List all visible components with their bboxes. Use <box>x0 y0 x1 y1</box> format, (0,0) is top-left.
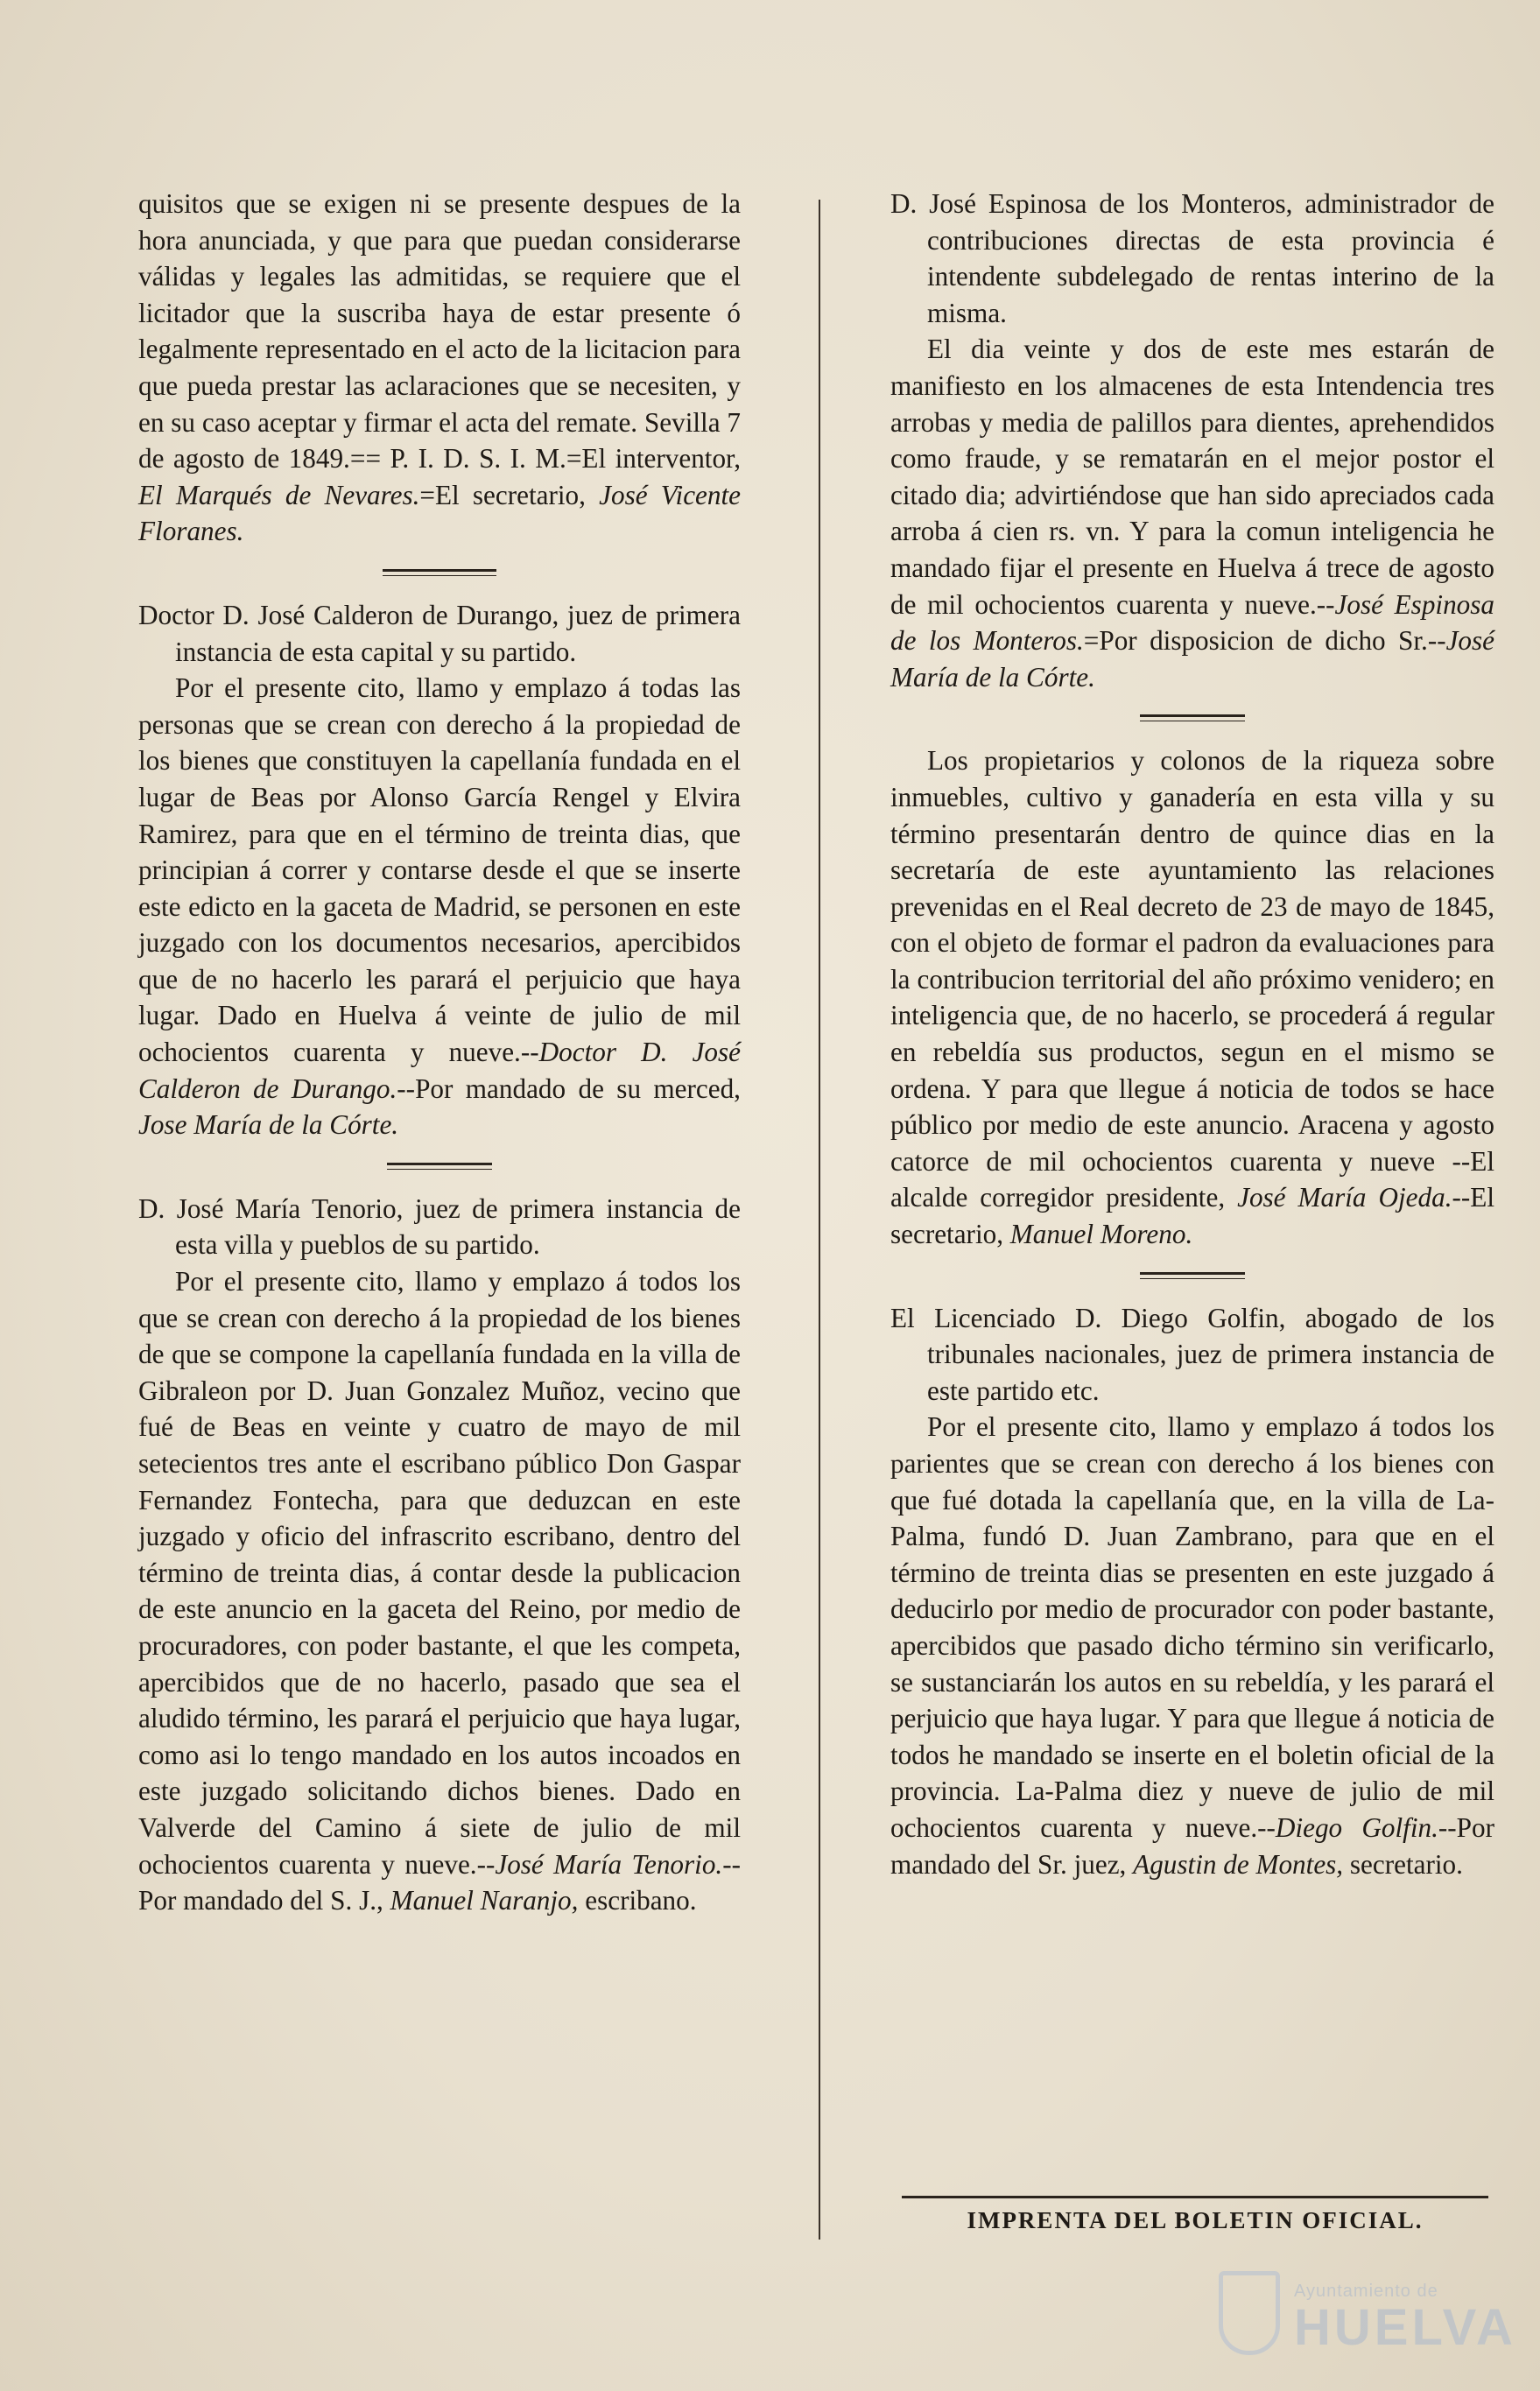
right-column <box>890 186 1494 1888</box>
shield-icon <box>1219 2271 1280 2355</box>
column-divider <box>819 200 820 2240</box>
separator <box>1140 714 1245 721</box>
notice-subasta-tail <box>138 186 741 550</box>
notice-text: Por el presente cito, llamo y emplazo á todas las personas que se crean con derecho á la propiedad de los bienes que constituyen la capellanía fundada en el lugar de Beas por Alonso García Rengel y Elvira Ramirez, para que en el término de treinta dias, que principian á correr y contarse desde el que se inserte este edicto en la gaceta de Madrid, se personen en este juzgado con los documentos necesarios, apercibidos que de no hacerlo les parará el perjuicio que haya lugar. Dado en Huelva á veinte de julio de mil ochocientos cuarenta y nueve.--Doctor D. José Calderon de Durango.--Por mandado de su merced, Jose María de la Córte. <box>138 672 741 1141</box>
separator <box>1140 1272 1245 1279</box>
watermark-text: Ayuntamiento de HUELVA <box>1294 2282 1516 2356</box>
notice-tenorio <box>138 1191 741 1919</box>
notice-text: Los propietarios y colonos de la riqueza sobre inmuebles, cultivo y ganadería en esta villa y su término presentarán dentro de quince dias en la secretaría de este ayuntamiento las relaciones prevenidas en el Real decreto de 23 de mayo de 1845, con el objeto de formar el padron da evaluaciones para la contribucion territorial del año próximo venidero; en inteligencia que, de no hacerlo, se procederá á regular en rebeldía sus productos, segun en el mismo se ordena. Y para que llegue á noticia de todos se hace público por medio de este anuncio. Aracena y agosto catorce de mil ochocientos cuarenta y nueve --El alcalde corregidor presidente, José María Ojeda.--El secretario, Manuel Moreno. <box>890 745 1494 1250</box>
notice-aracena <box>890 742 1494 1252</box>
notice-text: Por el presente cito, llamo y emplazo á todos los parientes que se crean con derecho á los bienes con que fué dotada la capellanía que, en la villa de La-Palma, fundó D. Juan Zambrano, para que en el término de treinta dias se presenten en este juzgado á deducirlo por medio de procurador con poder bastante, apercibidos que pasado dicho término sin verificarlo, se sustanciarán los autos en su rebeldía, y les parará el perjuicio que haya lugar. Y para que llegue á noticia de todos he mandado se inserte en el boletin oficial de la provincia. La-Palma diez y nueve de julio de mil ochocientos cuarenta y nueve.--Diego Golfin.--Por mandado del Sr. juez, Agustin de Montes, secretario. <box>890 1411 1494 1880</box>
left-column <box>138 186 741 1924</box>
notice-heading: D. José Espinosa de los Monteros, administrador de contribuciones directas de esta provincia é intendente subdelegado de rentas interino de la misma. <box>890 188 1494 328</box>
separator <box>383 569 496 576</box>
notice-golfin <box>890 1300 1494 1883</box>
imprint-footer: IMPRENTA DEL BOLETIN OFICIAL. <box>902 2196 1488 2234</box>
notice-text: Por el presente cito, llamo y emplazo á todos los que se crean con derecho á la propiedad de los bienes de que se compone la capellanía fundada en la villa de Gibraleon por D. Juan Gonzalez Muñoz, vecino que fué de Beas en veinte y cuatro de mayo de mil setecientos tres ante el escribano público Don Gaspar Fernandez Fontecha, para que deduzcan en este juzgado y oficio del infrascrito escribano, dentro del término de treinta dias, á contar desde la publicacion de este anuncio en la gaceta del Reino, por medio de procuradores, con poder bastante, el que les competa, apercibidos que de no hacerlo, pasado que sea el aludido término, les parará el perjuicio que haya lugar, como asi lo tengo mandado en los autos incoados en este juzgado solicitando dichos bienes. Dado en Valverde del Camino á siete de julio de mil ochocientos cuarenta y nueve.--José María Tenorio.--Por mandado del S. J., Manuel Naranjo, escribano. <box>138 1266 741 1916</box>
notice-calderon <box>138 597 741 1143</box>
separator <box>387 1163 492 1170</box>
watermark-logo <box>1219 2266 1516 2362</box>
notice-espinosa <box>890 186 1494 695</box>
notice-heading: D. José María Tenorio, juez de primera instancia de esta villa y pueblos de su partido. <box>138 1192 741 1261</box>
notice-text: El dia veinte y dos de este mes estarán de manifiesto en los almacenes de esta Intendencia tres arrobas y media de palillos para dientes, aprehendidos como fraude, y se rematarán en el mejor postor el citado dia; advirtiéndose que han sido apreciados cada arroba á cien rs. vn. Y para la comun inteligencia he mandado fijar el presente en Huelva á trece de agosto de mil ochocientos cuarenta y nueve.--José Espinosa de los Monteros.=Por disposicion de dicho Sr.--José María de la Córte. <box>890 334 1495 693</box>
notice-text: quisitos que se exigen ni se presente despues de la hora anunciada, y que para que puedan considerarse válidas y legales las admitidas, se requiere que el licitador que la suscriba haya de estar presente ó legalmente representado en el acto de la licitacion para que pueda prestar las aclaraciones que se necesiten, y en su caso aceptar y firmar el acta del remate. Sevilla 7 de agosto de 1849.== P. I. D. S. I. M.=El interventor, El Marqués de Nevares.=El secretario, José Vicente Floranes. <box>138 188 741 547</box>
notice-heading: El Licenciado D. Diego Golfin, abogado de los tribunales nacionales, juez de primera instancia de este partido etc. <box>890 1302 1494 1406</box>
notice-heading: Doctor D. José Calderon de Durango, juez de primera instancia de esta capital y su partido. <box>138 599 741 667</box>
